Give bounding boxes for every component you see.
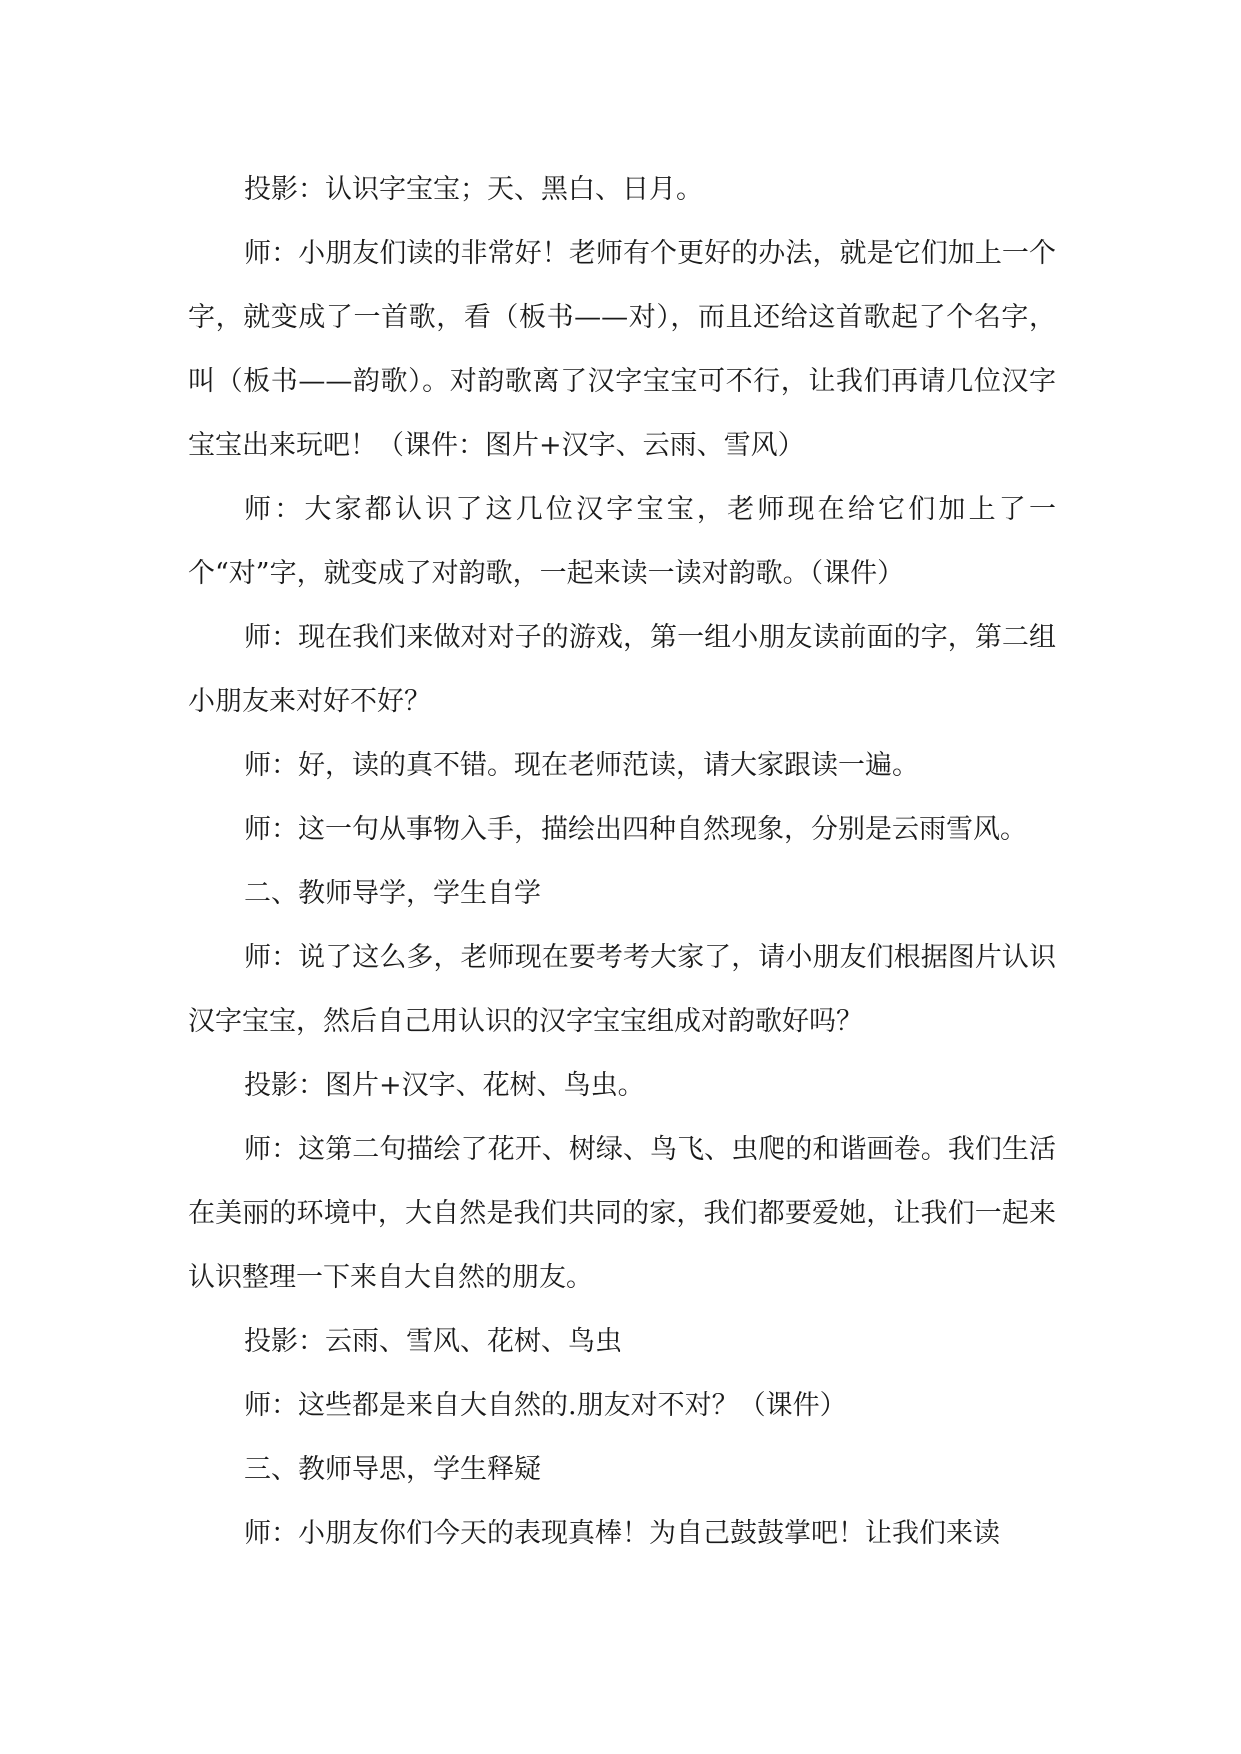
paragraph-teacher-5: 师：这一句从事物入手，描绘出四种自然现象，分别是云雨雪风。 <box>244 814 1027 845</box>
paragraph-teacher-6: 师：说了这么多，老师现在要考考大家了，请小朋友们根据图片认识汉字宝宝，然后自己用认识的汉字宝宝组成对韵歌好吗？ <box>188 942 1056 1037</box>
paragraph-teacher-8: 师：这些都是来自大自然的.朋友对不对？（课件） <box>244 1390 847 1421</box>
paragraph-teacher-3: 师：现在我们来做对对子的游戏，第一组小朋友读前面的字，第二组小朋友来对好不好？ <box>188 622 1056 717</box>
section-heading-3: 三、教师导思，学生释疑 <box>244 1454 541 1485</box>
paragraph-teacher-1: 师：小朋友们读的非常好！老师有个更好的办法，就是它们加上一个字，就变成了一首歌，看（板书——对），而且还给这首歌起了个名字，叫（板书——韵歌）。对韵歌离了汉字宝宝可不行，让我们再请几位汉字宝宝出来玩吧！（课件：图片+汉字、云雨、雪风） <box>188 238 1056 461</box>
section-heading-2: 二、教师导学，学生自学 <box>244 878 541 909</box>
paragraph-teacher-4: 师：好，读的真不错。现在老师范读，请大家跟读一遍。 <box>244 750 919 781</box>
paragraph-teacher-2: 师：大家都认识了这几位汉字宝宝，老师现在给它们加上了一个“对”字，就变成了对韵歌，一起来读一读对韵歌。（课件） <box>188 494 1056 589</box>
paragraph-projection-2: 投影：图片+汉字、花树、鸟虫。 <box>244 1070 645 1101</box>
document-body <box>188 158 1056 1566</box>
paragraph-projection-1: 投影：认识字宝宝；天、黑白、日月。 <box>244 174 703 205</box>
paragraph-projection-3: 投影：云雨、雪风、花树、鸟虫 <box>244 1326 622 1357</box>
paragraph-teacher-7: 师：这第二句描绘了花开、树绿、鸟飞、虫爬的和谐画卷。我们生活在美丽的环境中，大自然是我们共同的家，我们都要爱她，让我们一起来认识整理一下来自大自然的朋友。 <box>188 1134 1056 1293</box>
paragraph-teacher-9: 师：小朋友你们今天的表现真棒！为自己鼓鼓掌吧！让我们来读 <box>244 1518 1000 1549</box>
